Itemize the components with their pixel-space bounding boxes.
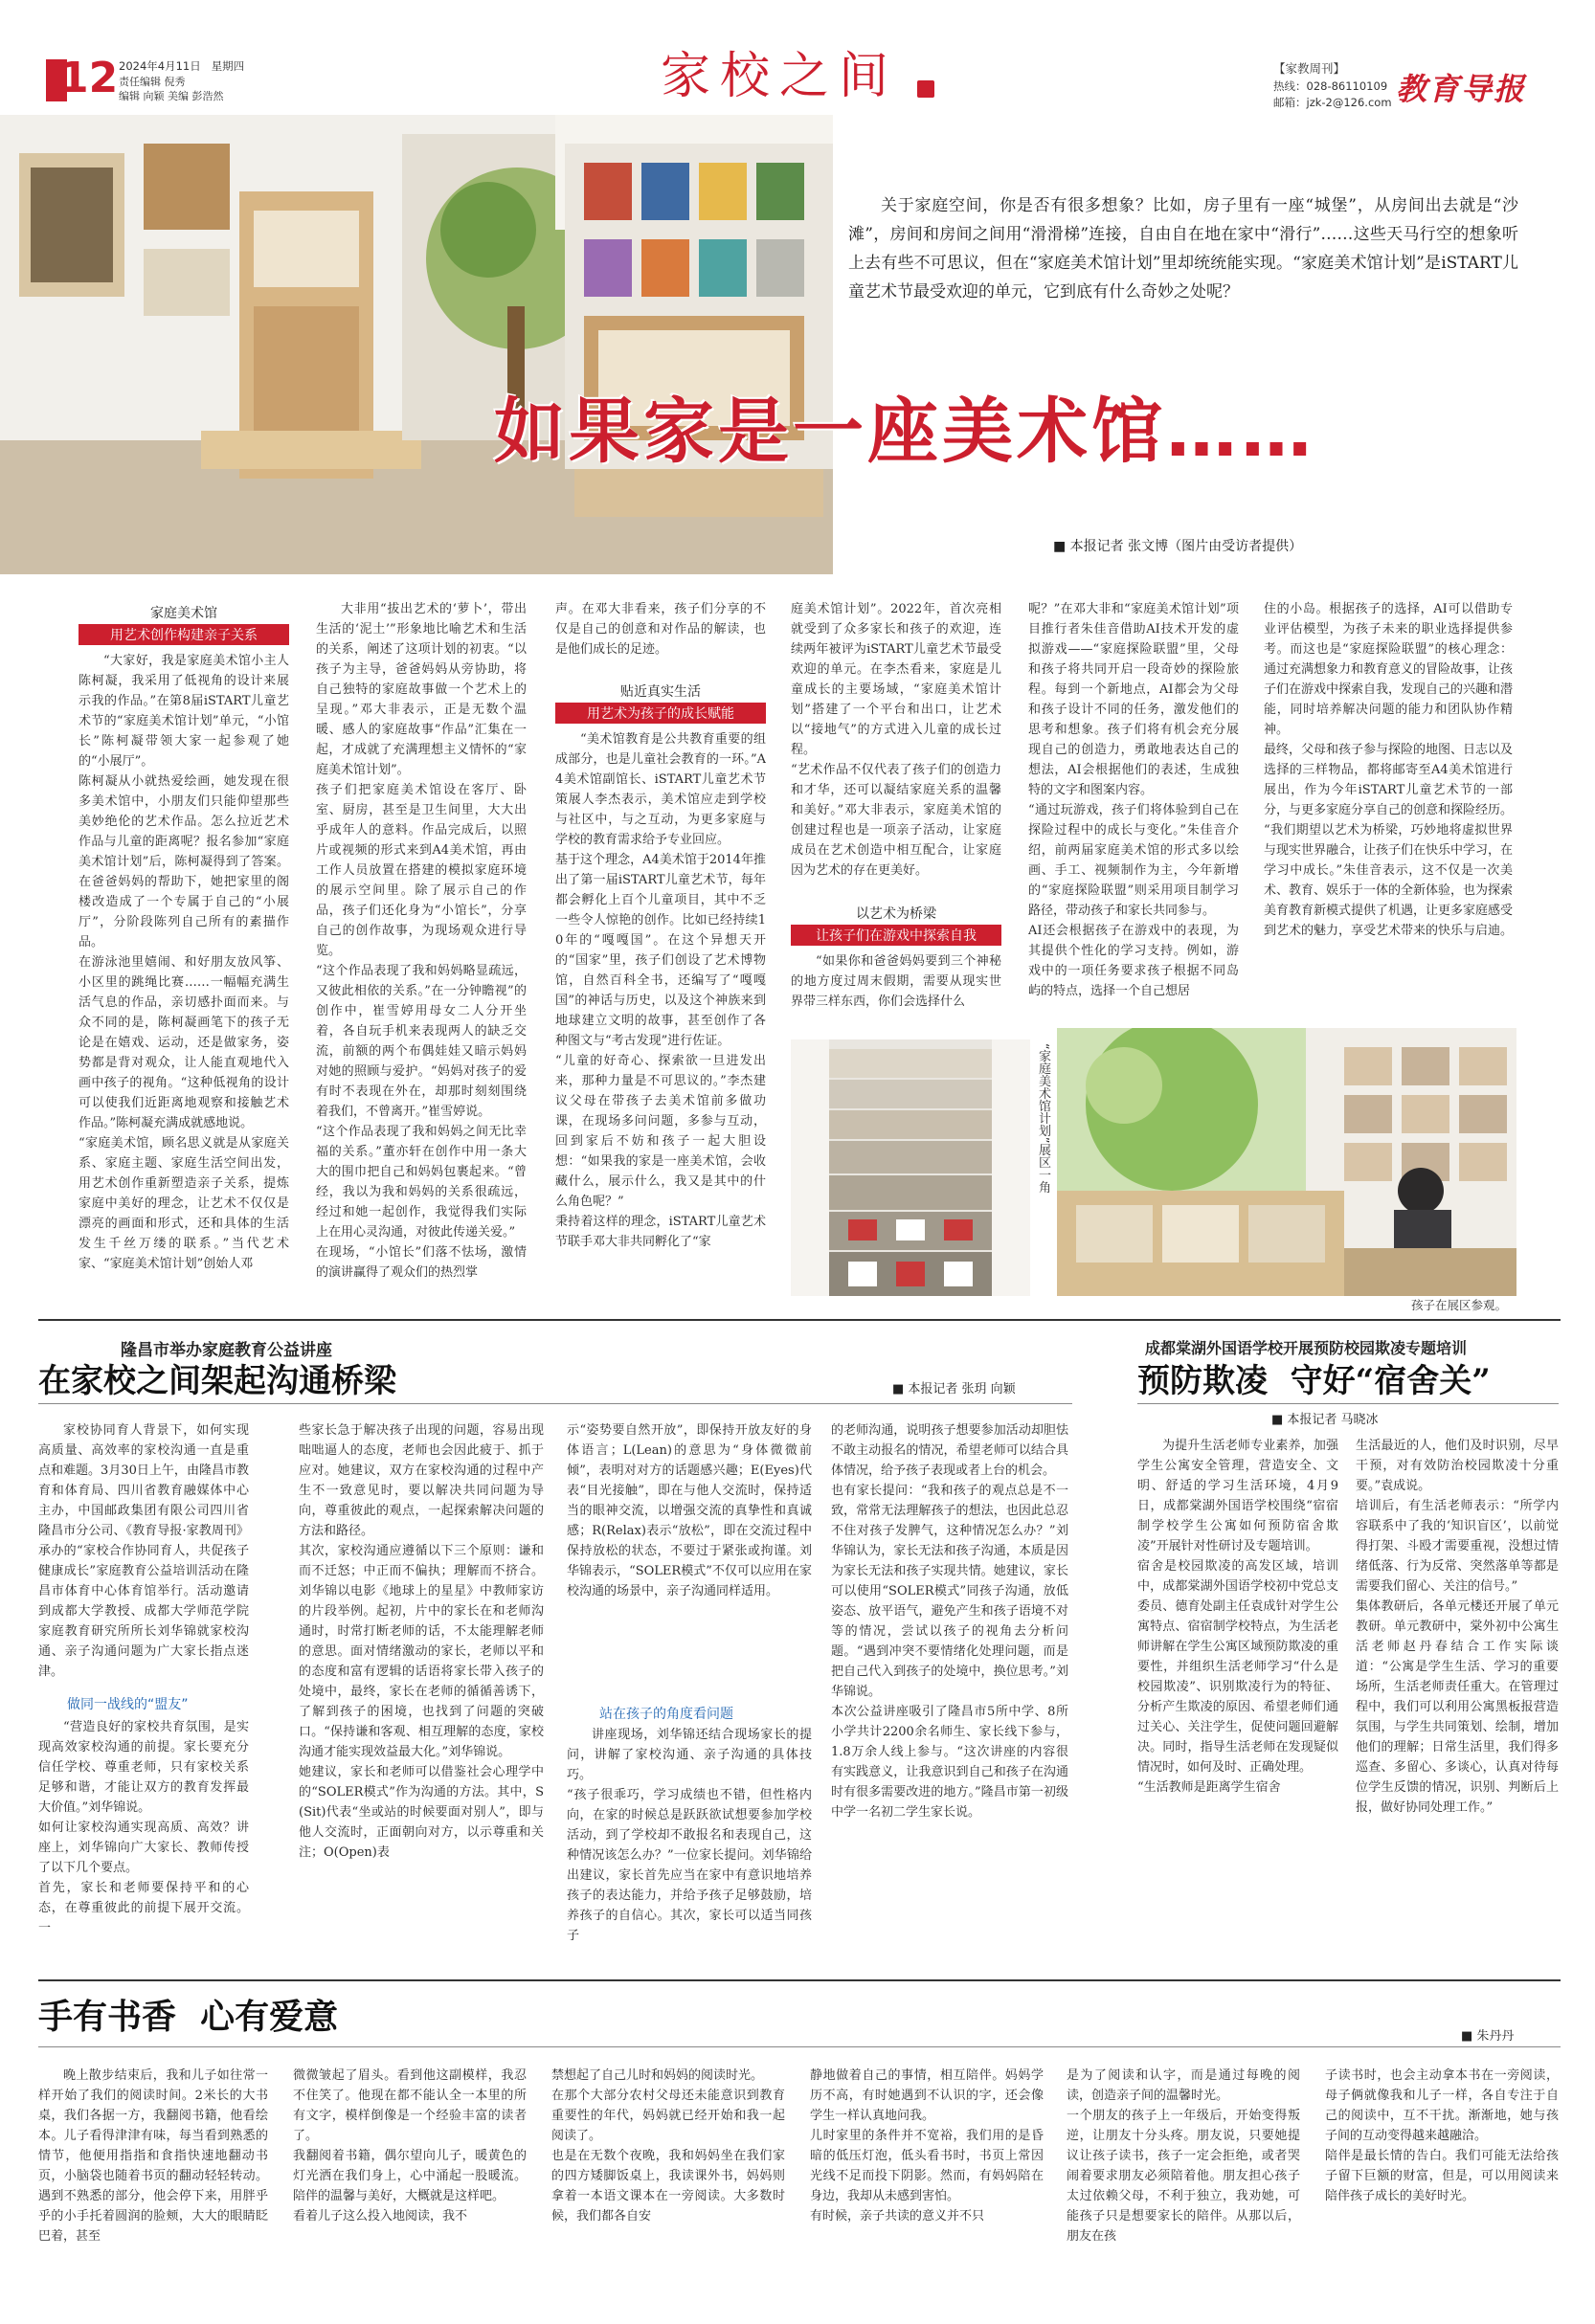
sub1-banner: 用艺术创作构建亲子关系 xyxy=(79,624,289,645)
feature-col-2: 大非用“拔出艺术的‘萝卜’，带出生活的‘泥土’”形象地比喻艺术和生活的关系，阐述了这项计划的初衷。“以孩子为主导，爸爸妈妈从旁协助，将自己独特的家庭故事做一个艺术上的呈现。”邓大非表示，正是无数个温暖、感人的家庭故事“作品”汇集在一起，才成就了充满理想主义情怀的“家庭美术馆计划”。 孩子们把家庭美术馆设在客厅、卧室、厨房，甚至是卫生间里，大大出乎成年人的意料。作品完成后，以照片或视频的形式来到A4美术馆，再由工作人员放置在搭建的模拟家庭环境的展示空间里。除了展示自己的作品，孩子们还化身为“小馆长”，分享自己的创作故事，为现场观众进行导览。 “这个作品表现了我和妈妈略显疏远，又彼此相依的关系。”在一分钟瞻视”的创作中，崔雪婷用母女二人分开坐着，各自玩手机来表现两人的缺乏交流，前额的两个布偶娃娃又暗示妈妈对她的照顾与爱护。“妈妈对孩子的爱有时不表现在外在，却那时刻刻围绕着我们，不曾离开。”崔雪婷说。 “这个作品表现了我和妈妈之间无比幸福的关系。”董亦轩在创作中用一条大大的围巾把自己和妈妈包裹起来。“曾经，我以为我和妈妈的关系很疏远，经过和她一起创作，我觉得我们实际上在用心灵沟通，对彼此传递关爱。” 在现场，“小馆长”们落不怯场，激情的演讲赢得了观众们的热烈掌 xyxy=(316,602,527,1280)
feature-col-4b: “如果你和爸爸妈妈要到三个神秘的地方度过周末假期，需要从现实世界带三样东西，你们会选择什么 xyxy=(791,954,1001,1009)
feature-col-3a: 声。在邓大非看来，孩子们分享的不仅是自己的创意和对作品的解读，也是他们成长的足迹。 xyxy=(555,602,766,657)
date-text: 2024年4月11日 xyxy=(119,59,201,73)
article3-rule xyxy=(1137,1403,1559,1404)
article2-sub2: 站在孩子的角度看问题 xyxy=(599,1707,733,1722)
article2-col-1b: “营造良好的家校共育氛围，是实现高效家校沟通的前提。家长要充分信任学校、尊重老师，只有家校关系足够和谐，才能让双方的教育发挥最大价值。”刘华锦说。 如何让家校沟通实现高质、高效？讲座上，刘华锦向广大家长、教师传授了以下几个要点。 首先，家长和老师要保持平和的心态，在尊重彼此的前提下展开交流。一 xyxy=(38,1720,249,1935)
article3-col-1: 为提升生活老师专业素养，加强学生公寓安全管理，营造安全、文明、舒适的学习生活环境，4月9日，成都棠湖外国语学校围绕“宿宿制学校学生公寓如何预防宿舍欺凌”开展针对性研讨及专题培训。 宿舍是校园欺凌的高发区域，培训中，成都棠湖外国语学校初中党总支委员、德育处副主任袁成针对学生公寓特点、宿宿制学校特点，为生活老师讲解在学生公寓区域预防欺凌的重要性，并组织生活老师学习“什么是校园欺凌”、识别欺凌行为的特征、分析产生欺凌的原因、希望老师们通过关心、关注学生，促使问题回避解决。同时，指导生活老师在发现疑似情况时，如何及时、正确处理。 “生活教师是距离学生宿舍 xyxy=(1137,1439,1338,1795)
feature-byline: ■ 本报记者 张文博（图片由受访者提供） xyxy=(1053,539,1303,554)
article2-col-3b: 讲座现场，刘华锦还结合现场家长的提问，讲解了家校沟通、亲子沟通的具体技巧。 “孩子很乖巧，学习成绩也不错，但性格内向，在家的时候总是跃跃欲试想要参加学校活动，到了学校却不敢报名和表现自己，这种情况该怎么办？”一位家长提问。刘华锦给出建议，家长首先应当在家中有意识地培养孩子的表达能力，并给予孩子足够鼓励，培养孩子的自信心。其次，家长可以适当同孩子 xyxy=(567,1728,812,1943)
child-caption: 孩子在展区参观。 xyxy=(1411,1298,1508,1312)
feature-col-5: 呢？”在邓大非和“家庭美术馆计划”项目推行者朱佳音借助AI技术开发的虚拟游戏——“家庭探险联盟”里，父母和孩子将共同开启一段奇妙的探险旅程。每到一个新地点，AI都会为父母和孩子设计不同的任务，激发他们的思考和想象。孩子们将有机会充分展现自己的创造力，勇敢地表达自己的想法，AI会根据他们的表述，生成独特的文字和图案内容。 “通过玩游戏，孩子们将体验到自己在探险过程中的成长与变化。”朱佳音介绍，前两届家庭美术馆的形式多以绘画、手工、视频制作为主，今年新增的“家庭探险联盟”则采用项目制学习路径，带动孩子和家长共同参与。 AI还会根据孩子在游戏中的表现，为其提供个性化的学习支持。例如，游戏中的一项任务要求孩子根据不同岛屿的特点，选择一个自己想居 xyxy=(1028,602,1239,998)
section-divider-1 xyxy=(38,1319,1561,1321)
article3-headline: 预防欺凌 守好“宿舍关” xyxy=(1137,1362,1491,1400)
article2-headline: 在家校之间架起沟通桥梁 xyxy=(38,1362,396,1400)
section-seal xyxy=(917,80,934,98)
article4-col-3: 禁想起了自己儿时和妈妈的阅读时光。 在那个大部分农村父母还未能意识到教育重要性的年代，妈妈就已经开始和我一起阅读了。 也是在无数个夜晚，我和妈妈坐在我们家的四方矮脚饭桌上，我读课外书，妈妈则拿着一本语文课本在一旁阅读。大多数时候，我们都各自安 xyxy=(551,2068,785,2223)
weekly-label: 【家教周刊】 xyxy=(1273,61,1346,76)
article4-byline: ■ 朱丹丹 xyxy=(1461,2029,1515,2044)
article4-col-2: 微微皱起了眉头。看到他这副模样，我忍不住笑了。他现在都不能认全一本里的所有文字，模样倒像是一个经验丰富的读者了。 我翻阅着书籍，偶尔望向儿子，暖黄色的灯光洒在我们身上，心中涌起一股暖流。陪伴的温馨与美好，大概就是这样吧。 看着儿子这么投入地阅读，我不 xyxy=(293,2068,527,2223)
issue-date xyxy=(119,59,244,74)
article3-col-2: 生活最近的人，他们及时识别，尽早干预，对有效防治校园欺凌十分重要。”袁成说。 培训后，有生活老师表示：“所学内容联系中了我的‘知识盲区’，以前觉得打架、斗殴才需要重视，没想过情绪低落、行为反常、突然落单等都是需要我们留心、关注的信号。” 集体教研后，各单元楼还开展了单元教研。单元教研中，棠外初中公寓生活老师赵丹春结合工作实际谈道：“公寓是学生生活、学习的重要场所，生活老师责任重大。在管理过程中，我们可以利用公寓黑板报营造氛围，与学生共同策划、绘制，增加他们的理解；日常生活里，我们得多巡查、多留心、多谈心，认真对待每位学生反馈的情况，识别、判断后上报，做好协同处理工作。” xyxy=(1356,1439,1559,1815)
article4-headline: 手有书香 心有爱意 xyxy=(38,1998,339,2037)
feature-photo xyxy=(0,115,1595,574)
sub3-banner: 让孩子们在游戏中探索自我 xyxy=(791,925,1001,946)
article3-byline: ■ 本报记者 马晓冰 xyxy=(1271,1413,1379,1427)
feature-headline: 如果家是一座美术馆…… xyxy=(494,391,1315,473)
article4-col-4: 静地做着自己的事情，相互陪伴。妈妈学历不高，有时她遇到不认识的字，还会像学生一样认真地问我。 儿时家里的条件并不宽裕，我们用的是昏暗的低压灯泡，低头看书时，书页上常因光线不足而投下阴影。然而，有妈妈陪在身边，我却从未感到害怕。 有时候，亲子共读的意义并不只 xyxy=(810,2068,1044,2223)
page-number: 12 xyxy=(59,54,119,102)
hotline: 热线：028-86110109 xyxy=(1273,79,1388,93)
sub1-title: 家庭美术馆 xyxy=(150,606,217,621)
paper-name: 教育导报 xyxy=(1396,71,1527,107)
stairs-illustration xyxy=(791,1039,1030,1296)
article2-col-4: 的老师沟通，说明孩子想要参加活动却胆怯不敢主动报名的情况，希望老师可以结合具体情况，给予孩子表现或者上台的机会。 也有家长提问：“我和孩子的观点总是不一致，常常无法理解孩子的想法，也因此总忍不住对孩子发脾气，这种情况怎么办？”刘华锦认为，家长无法和孩子沟通，本质是因为家长无法和孩子实现共情。她建议，家长可以使用“SOLER模式”同孩子沟通，放低姿态、放平语气，避免产生和孩子语境不对等的情况，尝试以孩子的视角去分析问题。“遇到冲突不要情绪化处理问题，而是把自己代入到孩子的处境中，换位思考。”刘华锦说。 本次公益讲座吸引了隆昌市5所中学、8所小学共计2200余名师生、家长线下参与，1.8万余人线上参与。“这次讲座的内容很有实践意义，让我意识到自己和孩子在沟通时有很多需要改进的地方。”隆昌市第一初级中学一名初二学生家长说。 xyxy=(831,1423,1068,1820)
feature-col-3b: “美术馆教育是公共教育重要的组成部分，也是儿童社会教育的一环。”A4美术馆副馆长、iSTART儿童艺术节策展人李杰表示，美术馆应走到学校与社区中，与之互动，为更多家庭与学校的教育需求给予专业回应。 基于这个理念，A4美术馆于2014年推出了第一届iSTART儿童艺术节，每年都会孵化上百个儿童项目，其中不乏一些令人惊艳的创作。比如已经持续10年的“嘎嘎国”。在这个异想天开的“国家”里，孩子们创设了艺术博物馆，自然百科全书，还编写了“嘎嘎国”的神话与历史，以及这个神族来到地球建立文明的故事，甚至创作了各种图文与“考古发现”进行佐证。 “儿童的好奇心、探索欲一旦进发出来，那种力量是不可思议的。”李杰建议父母在带孩子去美术馆前多做功课，在现场多问问题，多参与互动，回到家后不妨和孩子一起大胆设想：“如果我的家是一座美术馆，会收藏什么，展示什么，我又是其中的什么角色呢？” 秉持着这样的理念，iSTART儿童艺术节联手邓大非共同孵化了“家 xyxy=(555,732,766,1249)
article2-col-2: 些家长急于解决孩子出现的问题，容易出现咄咄逼人的态度，老师也会因此疲于、抓于应对。她建议，双方在家校沟通的过程中产生不一致意见时，要以解决共同问题为导向，尊重彼此的观点，一起探索解决问题的方法和路径。 其次，家校沟通应遵循以下三个原则：谦和而不迁怒；中正而不偏执；理解而不挤合。刘华锦以电影《地球上的星星》中教师家访的片段举例。起初，片中的家长在和老师沟通时，时常打断老师的话，不太能理解老师的意思。面对情绪激动的家长，老师以平和的态度和富有逻辑的话语将家长带入孩子的处境中，最终，家长在老师的循循善诱下，了解到孩子的困境，也找到了问题的突破口。“保持谦和客观、相互理解的态度，家校沟通才能实现效益最大化。”刘华锦说。 她建议，家长和老师可以借鉴社会心理学中的“SOLER模式”作为沟通的方法。其中，S(Sit)代表“坐或站的时候要面对别人”，即与他人交流时，正面朝向对方，以示尊重和关注；O(Open)表 xyxy=(299,1423,544,1860)
article2-col-1a: 家校协同育人背景下，如何实现高质量、高效率的家校沟通一直是重点和难题。3月30日上午，由隆昌市教育和体育局、四川省教育融媒体中心主办，中国邮政集团有限公司四川省隆昌市分公司、《教育导报·家教周刊》承办的“家校合作协同育人，共促孩子健康成长”家庭教育公益培训活动在隆昌市体育中心体育馆举行。活动邀请到成都大学教授、成都大学师范学院家庭教育研究所所长刘华锦就家校沟通、亲子沟通问题为广大家长指点迷津。 xyxy=(38,1423,249,1679)
article3-kicker: 成都棠湖外国语学校开展预防校园欺凌专题培训 xyxy=(1145,1339,1468,1357)
child-gallery-illustration xyxy=(1057,1028,1516,1296)
feature-col-4a: 庭美术馆计划”。2022年，首次亮相就受到了众多家长和孩子的欢迎，连续两年被评为iSTART儿童艺术节最受欢迎的单元。在李杰看来，家庭是儿童成长的主要场域，“家庭美术馆计划”搭建了一个平台和出口，让艺术以“接地气”的方式进入儿童的成长过程。 “艺术作品不仅代表了孩子们的创造力和才华，还可以凝结家庭关系的温馨和美好。”邓大非表示，家庭美术馆的创建过程也是一项亲子活动，让家庭成员在艺术创造中相互配合，让家庭因为艺术的存在更美好。 xyxy=(791,602,1001,878)
section-divider-2 xyxy=(38,1979,1561,1981)
stairs-photo xyxy=(791,1039,1030,1296)
editor-credit-1: 责任编辑 倪秀 xyxy=(119,76,186,88)
sub2-title: 贴近真实生活 xyxy=(620,684,701,700)
feature-col-1: “大家好，我是家庭美术馆小主人陈柯凝，我采用了低视角的设计来展示我的作品。”在第8届iSTART儿童艺术节的“家庭美术馆计划”单元，“小馆长”陈柯凝带领大家一起参观了她的“小展厅”。 陈柯凝从小就热爱绘画，她发现在很多美术馆中，小朋友们只能仰望那些美妙绝伦的艺术作品。怎么拉近艺术作品与儿童的距离呢？报名参加“家庭美术馆计划”后，陈柯凝得到了答案。在爸爸妈妈的帮助下，她把家里的阁楼改造成了一个专属于自己的“小展厅”，分阶段陈列自己所有的素描作品。 在游泳池里嬉闹、和好朋友放风筝、小区里的跳绳比赛……一幅幅充满生活气息的作品，亲切感扑面而来。与众不同的是，陈柯凝画笔下的孩子无论是在嬉戏、运动，还是做家务，姿势都是背对观众，让人能直观地代入画中孩子的视角。“这种低视角的设计可以使我们近距离地观察和接触艺术作品。”陈柯凝充满成就感地说。 “家庭美术馆，顾名思义就是从家庭关系、家庭主题、家庭生活空间出发，用艺术创作重新塑造亲子关系，提炼家庭中美好的理念，让艺术不仅仅是漂亮的画面和形式，还和具体的生活发生千丝万缕的联系。”当代艺术家、“家庭美术馆计划”创始人邓 xyxy=(79,654,289,1271)
weekday-text: 星期四 xyxy=(211,59,245,73)
gallery-illustration xyxy=(0,115,1595,574)
feature-intro: 关于家庭空间，你是否有很多想象？比如，房子里有一座“城堡”，从房间出去就是“沙滩”，房间和房间之间用“滑滑梯”连接，自由自在地在家中“滑行”……这些天马行空的想象听上去有些不可思议，但在“家庭美术馆计划”里却统统能实现。“家庭美术馆计划”是iSTART儿童艺术节最受欢迎的单元，它到底有什么奇妙之处呢？ xyxy=(848,196,1518,302)
editor-credit-2: 编辑 向颖 美编 彭浩然 xyxy=(119,90,224,102)
stairs-caption: “家庭美术馆计划”展区一角 xyxy=(1036,1043,1050,1194)
article4-col-6: 子读书时，也会主动拿本书在一旁阅读，母子俩就像我和儿子一样，各自专注于自己的阅读中，互不干扰。渐渐地，她与孩子间的互动变得越来越融洽。 陪伴是最长情的告白。我们可能无法给孩子留下巨额的财富，但是，可以用阅读来陪伴孩子成长的美好时光。 xyxy=(1325,2068,1559,2203)
article2-col-3a: 示“姿势要自然开放”，即保持开放友好的身体语言；L(Lean)的意思为“身体微微前倾”，表明对对方的话题感兴趣；E(Eyes)代表“目光接触”，即在与他人交流时，保持适当的眼神交流，以增强交流的真挚性和真诚感；R(Relax)表示“放松”，即在交流过程中保持放松的状态，不要过于紧张或拘谨。刘华锦表示，“SOLER模式”不仅可以应用在家校沟通的场景中，亲子沟通同样适用。 xyxy=(567,1423,812,1598)
section-title: 家校之间 xyxy=(661,48,899,105)
article2-sub1: 做同一战线的“盟友” xyxy=(67,1697,189,1712)
masthead xyxy=(0,0,1595,115)
article4-col-5: 是为了阅读和认字，而是通过每晚的阅读，创造亲子间的温馨时光。 一个朋友的孩子上一年级后，开始变得叛逆，让朋友十分头疼。朋友说，只要她提议让孩子读书，孩子一定会拒绝，或者哭闹着要求朋友必须陪着他。朋友担心孩子太过依赖父母，不利于独立，我劝她，可能孩子只是想要家长的陪伴。从那以后，朋友在孩 xyxy=(1067,2068,1300,2244)
article4-col-1: 晚上散步结束后，我和儿子如往常一样开始了我们的阅读时间。2米长的大书桌，我们各据一方，我翻阅书籍，他看绘本。儿子看得津津有味，每当看到熟悉的情节，他便用指指和食指快速地翻动书页，小脑袋也随着书页的翻动轻轻转动。遇到不熟悉的部分，他会停下来，用胖乎乎的小手托着圆润的脸颊，大大的眼睛眨巴着，甚至 xyxy=(38,2068,268,2244)
child-photo xyxy=(1057,1028,1516,1296)
article2-byline: ■ 本报记者 张玥 向颖 xyxy=(892,1382,1016,1397)
sub3-title: 以艺术为桥梁 xyxy=(856,906,936,922)
article4-rule xyxy=(38,2046,1561,2047)
article2-kicker: 隆昌市举办家庭教育公益讲座 xyxy=(121,1341,332,1360)
feature-col-6: 住的小岛。根据孩子的选择，AI可以借助专业评估模型，为孩子未来的职业选择提供参考。而这也是“家庭探险联盟”的核心理念：通过充满想象力和教育意义的冒险故事，让孩子们在游戏中探索自我，发现自己的兴趣和潜能，同时培养解决问题的能力和团队协作精神。 最终，父母和孩子参与探险的地图、日志以及选择的三样物品，都将邮寄至A4美术馆进行展出，作为今年iSTART儿童艺术节的一部分，与更多家庭分享自己的创意和探险经历。 “我们期望以艺术为桥梁，巧妙地将虚拟世界与现实世界融合，让孩子们在快乐中学习，在学习中成长。”朱佳音表示，这不仅是一次美术、教育、娱乐于一体的全新体验，也为探索美育教育新模式提供了机遇，让更多家庭感受到艺术的魅力，享受艺术带来的快乐与启迪。 xyxy=(1264,602,1513,938)
sub2-banner: 用艺术为孩子的成长赋能 xyxy=(555,703,766,724)
article2-rule xyxy=(38,1403,1072,1404)
email: 邮箱：jzk-2@126.com xyxy=(1273,96,1392,109)
